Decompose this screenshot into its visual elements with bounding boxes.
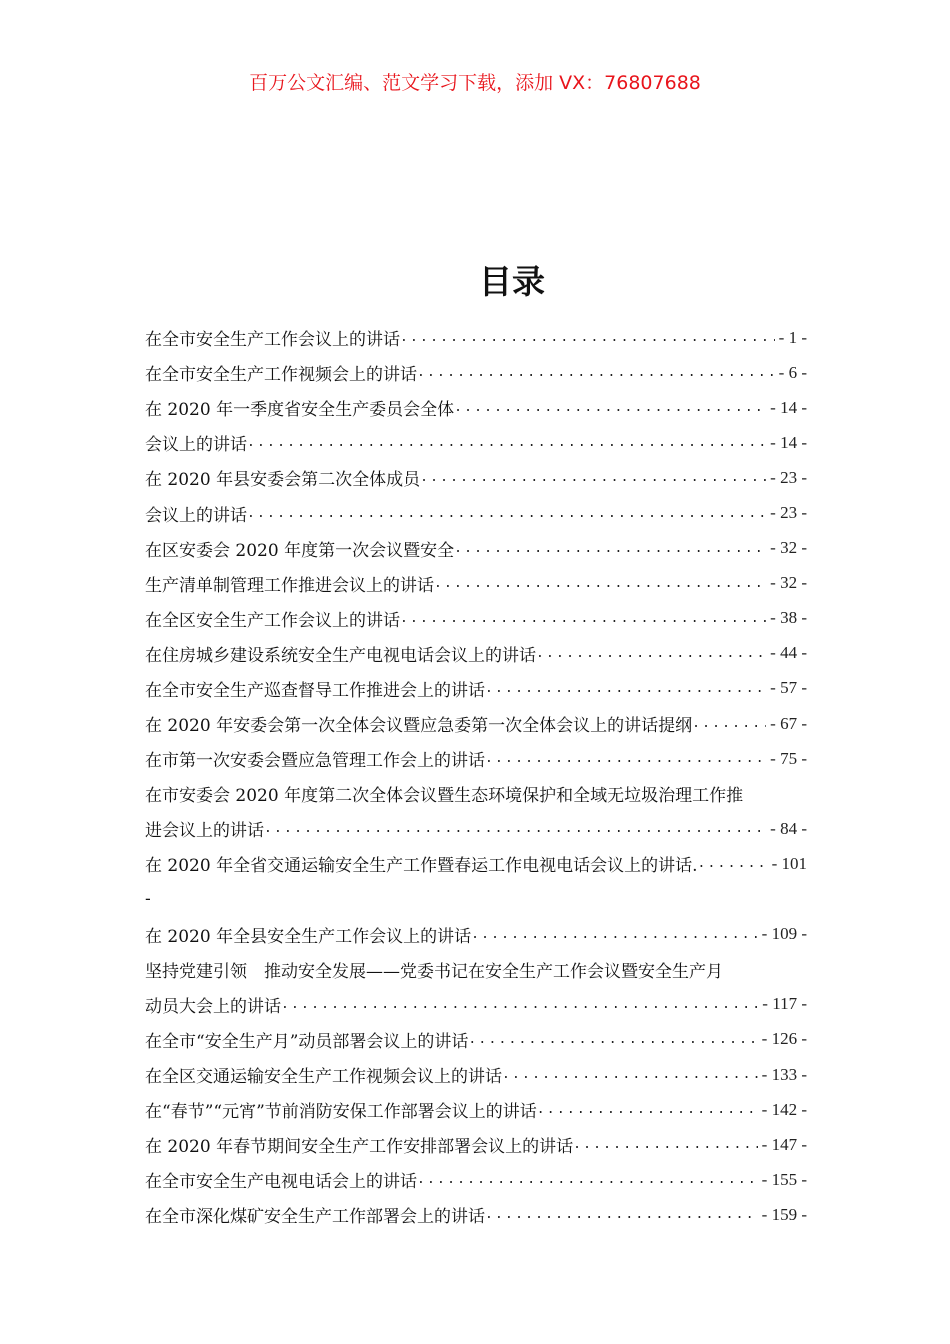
toc-page-number: - 159 - xyxy=(761,1204,807,1224)
toc-entry-title: 生产清单制管理工作推进会议上的讲话 xyxy=(145,575,434,596)
toc-entry[interactable] xyxy=(145,706,807,741)
toc-entry-title: 在全市深化煤矿安全生产工作部署会上的讲话 xyxy=(145,1207,485,1228)
toc-dot-leader xyxy=(454,541,766,556)
toc-dot-leader xyxy=(247,506,766,521)
toc-page-number: - 14 - xyxy=(770,432,807,452)
toc-entry[interactable] xyxy=(145,917,807,952)
toc-entry-title: 进会议上的讲话 xyxy=(145,821,264,842)
toc-page-number: - 109 - xyxy=(761,924,807,944)
toc-dot-leader xyxy=(454,400,766,415)
toc-entry-title: 在全区交通运输安全生产工作视频会议上的讲话 xyxy=(145,1067,502,1088)
toc-entry-title: 在 2020 年全省交通运输安全生产工作暨春运工作电视电话会议上的讲话. xyxy=(145,856,698,877)
toc-page-number: - 14 - xyxy=(770,397,807,417)
toc-entry[interactable] xyxy=(145,566,807,601)
table-of-contents xyxy=(145,320,807,1232)
toc-entry-title: 在全市“安全生产月”动员部署会议上的讲话 xyxy=(145,1031,469,1052)
toc-page-number: - 67 - xyxy=(770,713,807,733)
toc-entry-title: 在全市安全生产工作视频会上的讲话 xyxy=(145,365,417,386)
toc-page-number: - 142 - xyxy=(761,1099,807,1119)
toc-dot-leader xyxy=(536,646,766,661)
toc-entry[interactable] xyxy=(145,460,807,495)
toc-entry[interactable] xyxy=(145,1127,807,1162)
toc-entry[interactable] xyxy=(145,390,807,425)
toc-entry-title: - xyxy=(145,889,151,910)
toc-page-number: - 126 - xyxy=(761,1029,807,1049)
toc-page-number: - 155 - xyxy=(761,1169,807,1189)
toc-page-number: - 57 - xyxy=(770,678,807,698)
toc-page-number: - 147 - xyxy=(761,1134,807,1154)
toc-entry-title: 动员大会上的讲话 xyxy=(145,996,281,1017)
toc-dot-leader xyxy=(692,716,766,731)
toc-entry[interactable] xyxy=(145,987,807,1022)
toc-entry[interactable] xyxy=(145,320,807,355)
toc-page-number: - 32 - xyxy=(770,573,807,593)
toc-dot-leader xyxy=(417,1172,758,1187)
toc-entry-title: 在 2020 年全县安全生产工作会议上的讲话 xyxy=(145,926,472,947)
toc-entry-title: 在住房城乡建设系统安全生产电视电话会议上的讲话 xyxy=(145,645,536,666)
toc-entry[interactable] xyxy=(145,952,807,987)
toc-entry-title: 在全市安全生产工作会议上的讲话 xyxy=(145,330,400,351)
toc-page-number: - 23 - xyxy=(770,467,807,487)
toc-page-number: - 23 - xyxy=(770,503,807,523)
toc-entry-title: 在 2020 年一季度省安全生产委员会全体 xyxy=(145,400,455,421)
toc-dot-leader xyxy=(420,470,766,485)
toc-entry-title: 在全区安全生产工作会议上的讲话 xyxy=(145,610,400,631)
toc-dot-leader xyxy=(468,1032,757,1047)
toc-page-number: - 117 - xyxy=(762,994,807,1014)
toc-dot-leader xyxy=(537,1102,758,1117)
toc-dot-leader xyxy=(417,365,775,380)
toc-entry-title: 在全市安全生产电视电话会上的讲话 xyxy=(145,1172,417,1193)
toc-dot-leader xyxy=(400,611,766,626)
toc-entry[interactable] xyxy=(145,846,807,881)
toc-entry[interactable] xyxy=(145,355,807,390)
toc-entry[interactable] xyxy=(145,1092,807,1127)
toc-page-number: - 38 - xyxy=(770,608,807,628)
toc-page-number: - 101 xyxy=(771,853,807,873)
toc-entry-title: 在区安委会 2020 年度第一次会议暨安全 xyxy=(145,540,455,561)
toc-entry[interactable] xyxy=(145,776,807,811)
toc-entry-title: 在全市安全生产巡查督导工作推进会上的讲话 xyxy=(145,680,485,701)
toc-dot-leader xyxy=(485,681,766,696)
toc-entry[interactable] xyxy=(145,636,807,671)
toc-page-number: - 32 - xyxy=(770,538,807,558)
toc-dot-leader xyxy=(264,821,766,836)
toc-dot-leader xyxy=(400,330,775,345)
toc-dot-leader xyxy=(247,435,766,450)
toc-page-number: - 6 - xyxy=(778,362,807,382)
toc-entry-title: 坚持党建引领 推动安全发展——党委书记在安全生产工作会议暨安全生产月 xyxy=(145,961,723,982)
toc-entry[interactable] xyxy=(145,671,807,706)
toc-dot-leader xyxy=(434,576,766,591)
page-title: 目录 xyxy=(479,262,545,301)
toc-dot-leader xyxy=(471,927,758,942)
toc-dot-leader xyxy=(502,1067,758,1082)
toc-entry[interactable] xyxy=(145,601,807,636)
toc-entry[interactable] xyxy=(145,531,807,566)
toc-page-number: - 133 - xyxy=(761,1064,807,1084)
toc-page-number: - 84 - xyxy=(770,818,807,838)
toc-page-number: - 75 - xyxy=(770,748,807,768)
toc-page-number: - 1 - xyxy=(778,327,807,347)
toc-entry-title: 在“春节”“元宵”节前消防安保工作部署会议上的讲话 xyxy=(145,1102,537,1123)
toc-dot-leader xyxy=(573,1137,758,1152)
watermark-banner: 百万公文汇编、范文学习下载，添加 VX：76807688 xyxy=(249,72,701,94)
toc-entry-title: 在市安委会 2020 年度第二次全体会议暨生态环境保护和全域无垃圾治理工作推 xyxy=(145,786,744,807)
toc-entry-title: 在 2020 年安委会第一次全体会议暨应急委第一次全体会议上的讲话提纲 xyxy=(145,716,693,737)
toc-entry-title: 在 2020 年县安委会第二次全体成员 xyxy=(145,470,421,491)
toc-entry-title: 会议上的讲话 xyxy=(145,435,247,456)
toc-dot-leader xyxy=(697,856,767,871)
toc-entry[interactable] xyxy=(145,1162,807,1197)
toc-entry[interactable] xyxy=(145,1057,807,1092)
toc-dot-leader xyxy=(281,997,758,1012)
toc-page-number: - 44 - xyxy=(770,643,807,663)
toc-dot-leader xyxy=(485,1207,758,1222)
toc-dot-leader xyxy=(485,751,766,766)
toc-entry[interactable] xyxy=(145,741,807,776)
toc-entry-title: 在 2020 年春节期间安全生产工作安排部署会议上的讲话 xyxy=(145,1137,574,1158)
toc-entry[interactable] xyxy=(145,1022,807,1057)
toc-entry[interactable] xyxy=(145,1197,807,1232)
toc-entry[interactable] xyxy=(145,811,807,846)
toc-entry[interactable] xyxy=(145,425,807,460)
toc-entry[interactable] xyxy=(145,495,807,530)
toc-entry[interactable] xyxy=(145,882,807,917)
toc-entry-title: 在市第一次安委会暨应急管理工作会上的讲话 xyxy=(145,751,485,772)
toc-entry-title: 会议上的讲话 xyxy=(145,505,247,526)
